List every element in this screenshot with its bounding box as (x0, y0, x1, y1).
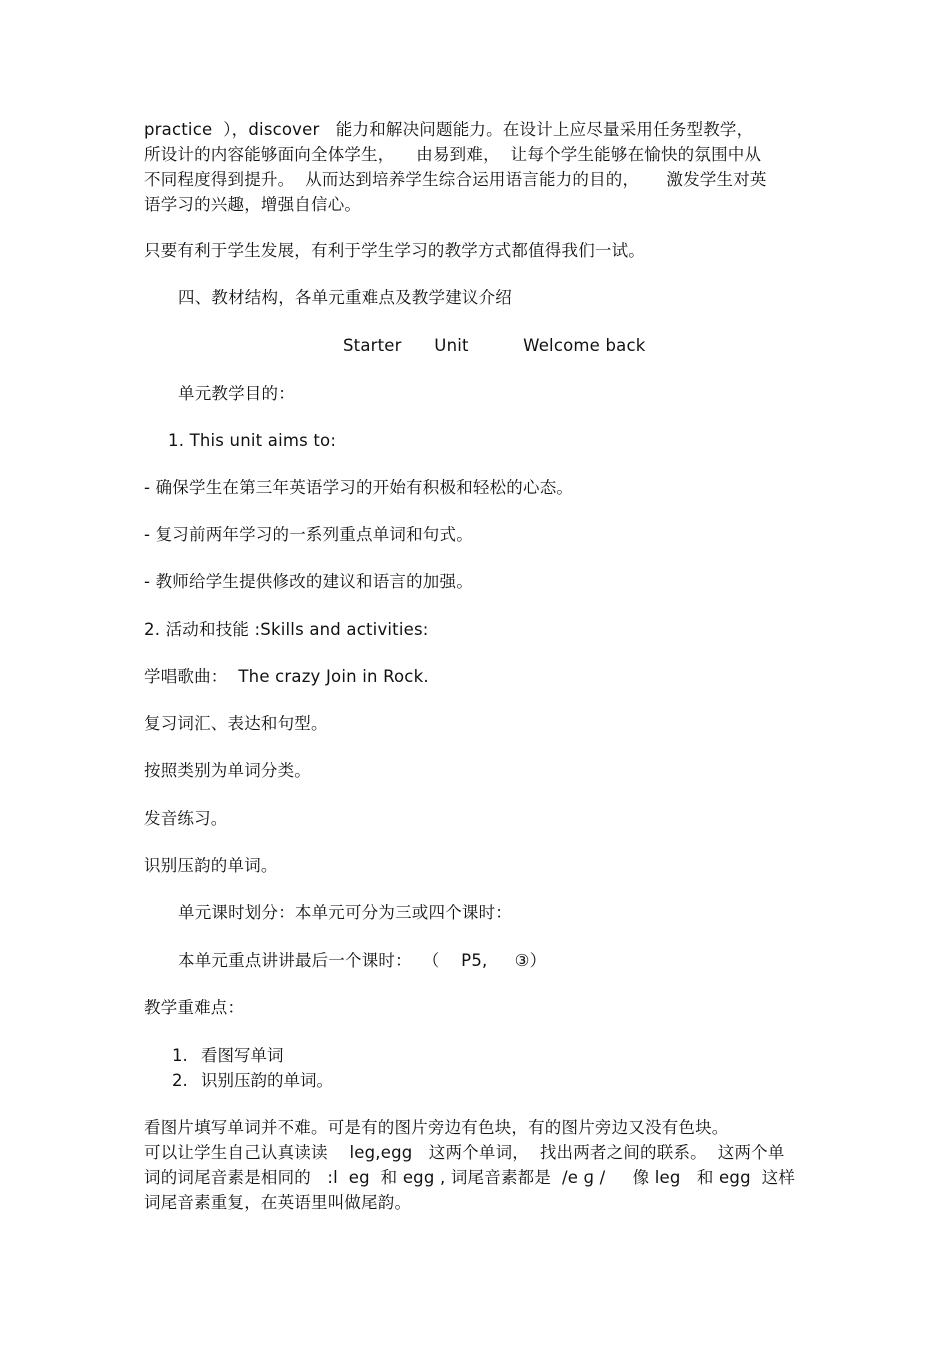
key-point-item: 看图写单词 (201, 1046, 284, 1065)
skill-item: 学唱歌曲： The crazy Join in Rock. (144, 667, 429, 686)
paragraph-line: 不同程度得到提升。 从而达到培养学生综合运用语言能力的目的， 激发学生对英 (144, 170, 767, 189)
aim-item: - 确保学生在第三年英语学习的开始有积极和轻松的心态。 (144, 478, 574, 497)
paragraph: 只要有利于学生发展，有利于学生学习的教学方式都值得我们一试。 (144, 241, 645, 260)
key-points-label: 教学重难点： (144, 998, 245, 1017)
list-number: 2. (172, 1071, 188, 1090)
list-number: 1. (172, 1046, 188, 1065)
skill-item: 按照类别为单词分类。 (144, 761, 311, 780)
aim-item: - 复习前两年学习的一系列重点单词和句式。 (144, 525, 473, 544)
paragraph-line: 可以让学生自己认真读读 leg,egg 这两个单词， 找出两者之间的联系。 这两个单 (144, 1143, 785, 1162)
paragraph-line: practice ），discover 能力和解决问题能力。在设计上应尽量采用任务型教学， (144, 120, 754, 139)
skill-item: 复习词汇、表达和句型。 (144, 714, 328, 733)
paragraph-line: 所设计的内容能够面向全体学生， 由易到难， 让每个学生能够在愉快的氛围中从 (144, 145, 762, 164)
unit-goal-label: 单元教学目的： (178, 384, 295, 403)
key-point-item: 识别压韵的单词。 (201, 1071, 333, 1090)
paragraph-line: 词的词尾音素是相同的 :l eg 和 egg , 词尾音素都是 /e ɡ / 像 leg 和 egg 这样 (144, 1168, 796, 1187)
paragraph-line: 词尾音素重复，在英语里叫做尾韵。 (144, 1193, 412, 1212)
aim-item: - 教师给学生提供修改的建议和语言的加强。 (144, 572, 473, 591)
skills-heading: 2. 活动和技能 :Skills and activities: (144, 620, 429, 639)
aims-heading: 1. This unit aims to: (168, 431, 337, 450)
paragraph-line: 看图片填写单词并不难。可是有的图片旁边有色块，有的图片旁边又没有色块。 (144, 1118, 729, 1137)
paragraph-line: 语学习的兴趣，增强自信心。 (144, 195, 362, 214)
section-heading: 四、教材结构，各单元重难点及教学建议介绍 (178, 288, 512, 307)
skill-item: 发音练习。 (144, 809, 228, 828)
unit-title: Starter Unit Welcome back (343, 336, 646, 355)
focus-lesson: 本单元重点讲讲最后一个课时： （ P5, ③） (178, 951, 547, 970)
lesson-division: 单元课时划分：本单元可分为三或四个课时： (178, 903, 512, 922)
skill-item: 识别压韵的单词。 (144, 856, 278, 875)
